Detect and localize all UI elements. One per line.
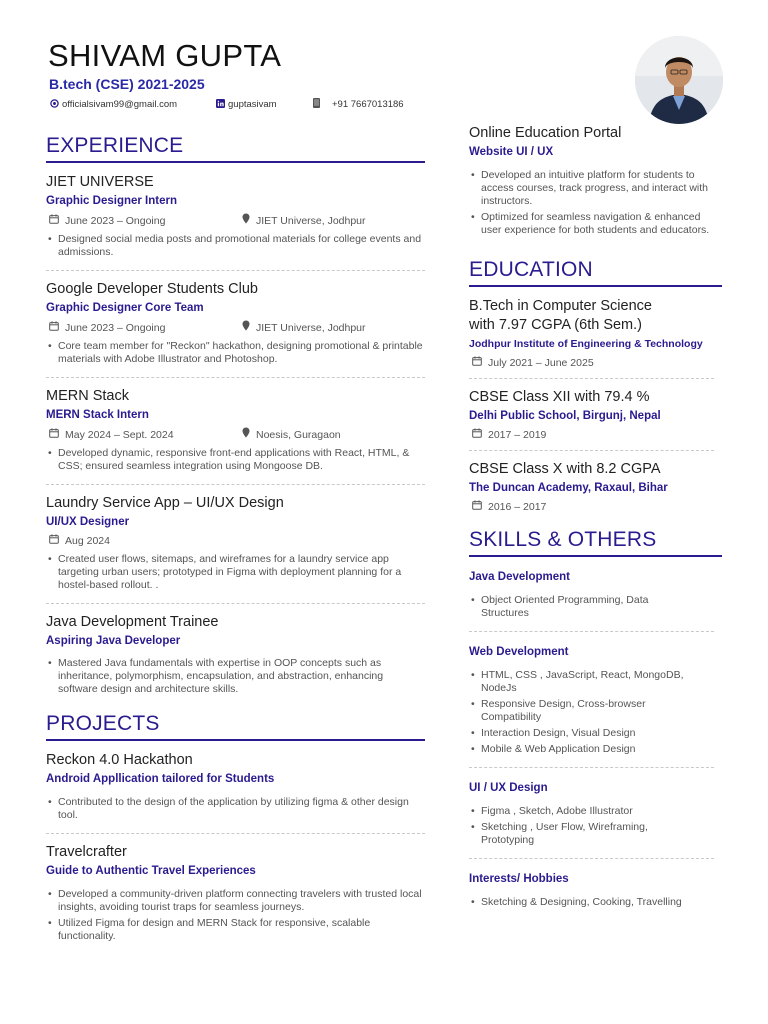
experience-org: Laundry Service App – UI/UX Design <box>46 495 284 511</box>
education-school: Jodhpur Institute of Engineering & Technology <box>469 338 703 350</box>
experience-role: Aspiring Java Developer <box>46 635 181 647</box>
experience-heading: EXPERIENCE <box>46 134 425 163</box>
experience-org: Google Developer Students Club <box>46 281 258 297</box>
location-pin-icon <box>242 213 250 228</box>
skill-group-heading: Java Development <box>469 571 570 583</box>
skill-group <box>469 780 714 859</box>
experience-entry <box>46 494 425 604</box>
project-bullet: • Developed an intuitive platform for students to access courses, track progress, and interact with instructors. <box>469 169 722 208</box>
at-icon <box>50 99 59 111</box>
project-bullet: • Contributed to the design of the application by utilizing figma & other design tool. <box>46 796 425 822</box>
linkedin-icon <box>216 99 225 111</box>
experience-bullet: • Mastered Java fundamentals with expertise in OOP concepts such as inheritance, polymorphism, encapsulation, and abstraction, enhancing software design and architecture skills. <box>46 657 425 696</box>
experience-org: MERN Stack <box>46 388 129 404</box>
project-name: Travelcrafter <box>46 844 127 860</box>
email-contact[interactable] <box>50 98 216 111</box>
experience-entry <box>46 173 425 271</box>
skills-heading: SKILLS & OTHERS <box>469 528 722 557</box>
experience-org: JIET UNIVERSE <box>46 174 154 190</box>
calendar-icon <box>49 321 59 335</box>
experience-role: Graphic Designer Core Team <box>46 302 204 314</box>
project-subtitle: Guide to Authentic Travel Experiences <box>46 865 256 877</box>
skill-group-heading: UI / UX Design <box>469 782 548 794</box>
skill-group-heading: Interests/ Hobbies <box>469 873 569 885</box>
experience-entry <box>46 387 425 485</box>
email-text: officialsivam99@gmail.com <box>62 99 178 110</box>
education-school: The Duncan Academy, Raxaul, Bihar <box>469 482 668 494</box>
experience-bullet: • Created user flows, sitemaps, and wireframes for a laundry service app targeting urban users; prototyped in Figma with deployment planning for a hostel-based rollout. . <box>46 553 425 592</box>
skill-item: • HTML, CSS , JavaScript, React, MongoDB, NodeJs <box>469 669 699 695</box>
education-date: July 2021 – June 2025 <box>488 357 594 369</box>
project-entry <box>46 751 425 834</box>
phone-icon <box>313 98 320 111</box>
skill-item: • Responsive Design, Cross-browser Compatibility <box>469 698 669 724</box>
calendar-icon <box>49 428 59 442</box>
skill-group-heading: Web Development <box>469 646 569 658</box>
calendar-icon <box>49 214 59 228</box>
experience-bullet: • Core team member for "Reckon" hackathon, designing promotional & printable materials with Adobe Illustrator and Photoshop. <box>46 340 425 366</box>
experience-location: Noesis, Guragaon <box>256 428 341 441</box>
project-subtitle: Android Appllication tailored for Students <box>46 773 275 785</box>
project-bullet: • Developed a community-driven platform connecting travelers with trusted local insights, avoiding tourist traps for seamless journeys. <box>46 888 425 914</box>
experience-entry <box>46 280 425 378</box>
experience-location: JIET Universe, Jodhpur <box>256 321 366 334</box>
left-column <box>46 134 425 963</box>
skill-group <box>469 871 714 920</box>
skill-item: • Object Oriented Programming, Data Structures <box>469 594 679 620</box>
skill-item: • Interaction Design, Visual Design <box>469 727 714 740</box>
project-subtitle: Website UI / UX <box>469 146 554 158</box>
experience-role: MERN Stack Intern <box>46 409 149 421</box>
degree-line: B.tech (CSE) 2021-2025 <box>49 76 205 92</box>
project-bullet: • Utilized Figma for design and MERN Stack for responsive, scalable functionality. <box>46 917 425 943</box>
education-entry <box>469 388 714 451</box>
experience-entry <box>46 613 425 707</box>
experience-date: May 2024 – Sept. 2024 <box>65 428 174 441</box>
education-date: 2016 – 2017 <box>488 501 547 513</box>
project-entry <box>46 843 425 954</box>
education-degree: B.Tech in Computer Science with 7.97 CGPA (6th Sem.) <box>469 298 652 333</box>
location-pin-icon <box>242 427 250 442</box>
skill-group <box>469 569 714 632</box>
experience-date: June 2023 – Ongoing <box>65 214 166 227</box>
projects-heading: PROJECTS <box>46 712 425 741</box>
linkedin-text: guptasivam <box>228 99 277 110</box>
calendar-icon <box>472 428 482 442</box>
experience-location: JIET Universe, Jodhpur <box>256 214 366 227</box>
phone-text: +91 7667013186 <box>332 99 404 110</box>
location-pin-icon <box>242 320 250 335</box>
education-degree: CBSE Class XII with 79.4 % <box>469 389 650 405</box>
skill-item: • Mobile & Web Application Design <box>469 743 714 756</box>
experience-role: Graphic Designer Intern <box>46 195 178 207</box>
education-heading: EDUCATION <box>469 258 722 287</box>
calendar-icon <box>472 500 482 514</box>
experience-date: June 2023 – Ongoing <box>65 321 166 334</box>
skill-item: • Sketching , User Flow, Wireframing, Prototyping <box>469 821 669 847</box>
linkedin-contact[interactable] <box>216 98 313 111</box>
experience-date: Aug 2024 <box>65 535 110 547</box>
education-school: Delhi Public School, Birgunj, Nepal <box>469 410 661 422</box>
experience-org: Java Development Trainee <box>46 614 219 630</box>
profile-photo <box>635 36 723 124</box>
project-name: Online Education Portal <box>469 125 622 141</box>
contact-row <box>50 98 404 111</box>
experience-bullet: • Developed dynamic, responsive front-end applications with React, HTML, & CSS; ensured seamless integration using Mongoose DB. <box>46 447 425 473</box>
calendar-icon <box>472 356 482 370</box>
skill-item: • Figma , Sketch, Adobe Illustrator <box>469 805 714 818</box>
education-date: 2017 – 2019 <box>488 429 547 441</box>
phone-contact[interactable] <box>313 98 404 111</box>
education-degree: CBSE Class X with 8.2 CGPA <box>469 461 661 477</box>
project-name: Reckon 4.0 Hackathon <box>46 752 193 768</box>
experience-bullet: • Designed social media posts and promotional materials for college events and admissions. <box>46 233 425 259</box>
calendar-icon <box>49 534 59 548</box>
right-column <box>469 124 722 932</box>
education-entry <box>469 460 722 522</box>
skill-group <box>469 644 714 768</box>
skill-item: • Sketching & Designing, Cooking, Travelling <box>469 896 714 909</box>
resume-name: SHIVAM GUPTA <box>48 38 282 73</box>
project-bullet: • Optimized for seamless navigation & enhanced user experience for both students and educators. <box>469 211 722 237</box>
experience-role: UI/UX Designer <box>46 516 130 528</box>
project-entry <box>469 124 722 248</box>
education-entry <box>469 297 714 379</box>
